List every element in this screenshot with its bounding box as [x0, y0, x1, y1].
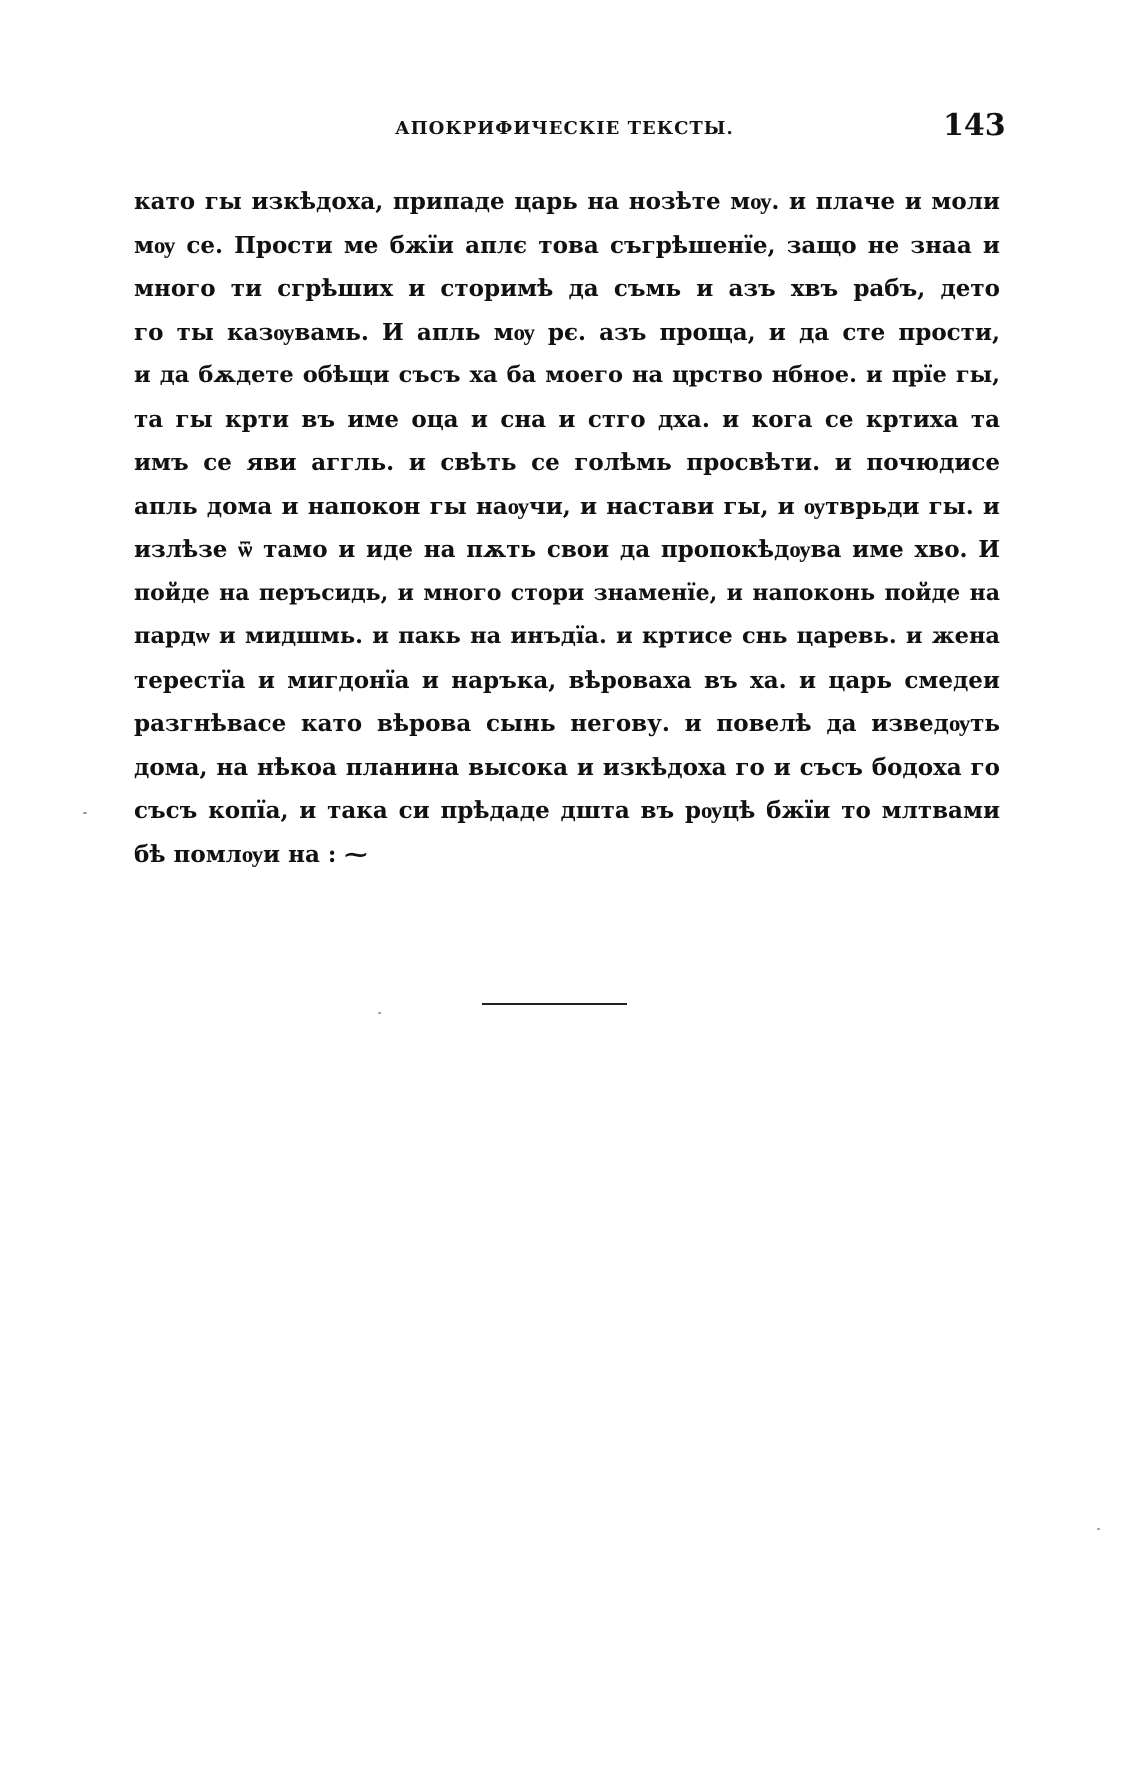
text-line: имъ се яви аггль. и свѣть се голѣмь просвѣти. и почюдисе [134, 449, 1000, 476]
text-line: та гы крти въ име оца и сна и стго дха. и кога се кртиха та [134, 405, 1000, 433]
scan-speck [378, 1012, 381, 1014]
text-line: го ты казѹвамь. И апль мѹ рє. азъ проща, и да сте прости, [134, 318, 1000, 346]
text-line: много ти сгрѣших и сторимѣ да съмь и азъ хвъ рабъ, дето [134, 275, 1000, 302]
end-rule [482, 1003, 627, 1005]
text-line: пойде на перъсидь, и много стори знаменїе, и напоконь пойде на [134, 579, 1000, 606]
text-line: и да бѫдете обѣщи съсъ ха ба моего на црство нбное. и прїе гы, [134, 362, 1000, 388]
text-line: апль дома и напокон гы наѹчи, и настави гы, и ѹтврьди гы. и [134, 492, 1000, 520]
text-line: разгнѣвасе като вѣрова сынь негову. и повелѣ да изведѹть [134, 710, 1000, 737]
text-line: като гы изкѣдоха, припаде царь на нозѣте мѹ. и плаче и моли [134, 188, 1000, 215]
scan-speck [83, 812, 87, 814]
text-line-final: бѣ помлѹи на : ⁓ [134, 840, 368, 868]
text-line: мѹ се. Прости ме бжїи аплє това съгрѣшенїе, защо не знаа и [134, 231, 1000, 259]
running-title: АПОКРИФИЧЕСКІЕ ТЕКСТЫ. [395, 118, 734, 139]
page-number: 143 [943, 108, 1006, 143]
body-text [134, 180, 1000, 876]
text-line: съсъ копїа, и така си прѣдаде дшта въ рѹцѣ бжїи то млтвами [134, 797, 1000, 824]
scan-speck [1097, 1528, 1100, 1530]
text-line: дома, на нѣкоа планина высока и изкѣдоха го и съсъ бодоха го [134, 753, 1000, 781]
text-line: терестїа и мигдонїа и наръка, вѣроваха въ ха. и царь смедеи [134, 666, 1000, 694]
text-line: излѣзе ѿ тамо и иде на пѫть свои да пропокѣдѹва име хво. И [134, 536, 1000, 563]
text-line: пардѡ и мидшмь. и пакь на инъдїа. и кртисе снь царевь. и жена [134, 623, 1000, 649]
